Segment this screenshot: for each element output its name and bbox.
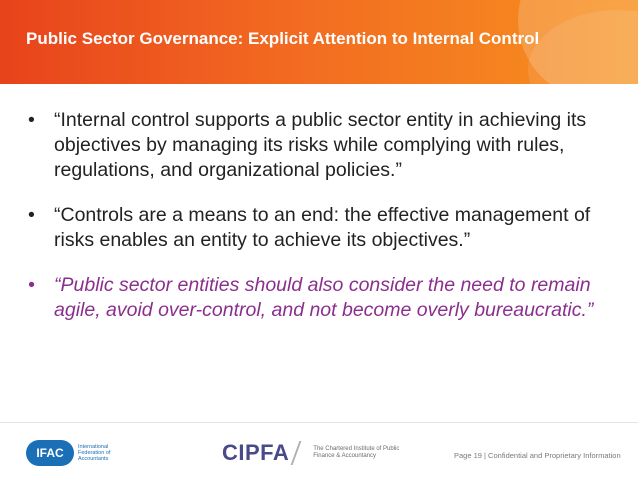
bullet-item <box>26 203 626 253</box>
bullet-text: “Public sector entities should also consider the need to remain agile, avoid over-control, and not become overly bureaucratic.” <box>54 274 594 321</box>
bullet-marker: • <box>28 109 35 131</box>
ifac-logo-subtitle: International Federation of Accountants <box>78 444 111 462</box>
bullet-item-highlighted <box>26 273 626 323</box>
bullet-list <box>26 108 626 343</box>
cipfa-logo <box>222 440 413 466</box>
ifac-logo <box>26 440 122 466</box>
cipfa-logo-mark <box>291 441 312 465</box>
bullet-marker: • <box>28 274 35 296</box>
cipfa-logo-subtitle: The Chartered Institute of Public Finance & Accountancy <box>313 446 400 459</box>
bullet-text: “Controls are a means to an end: the effective management of risks enables an entity to achieve its objectives.” <box>54 204 591 251</box>
cipfa-logo-word: CIPFA <box>222 440 290 465</box>
ifac-logo-badge: IFAC <box>26 440 74 466</box>
bullet-marker: • <box>28 204 35 226</box>
bullet-text: “Internal control supports a public sector entity in achieving its objectives by managing its risks while complying with rules, regulations, and organizational policies.” <box>54 109 587 181</box>
footer-divider <box>0 422 638 423</box>
bullet-item <box>26 108 626 183</box>
slide-title: Public Sector Governance: Explicit Attention to Internal Control <box>26 29 540 48</box>
slide-header <box>0 0 638 84</box>
page-info: Page 19 | Confidential and Proprietary Information <box>454 451 621 460</box>
